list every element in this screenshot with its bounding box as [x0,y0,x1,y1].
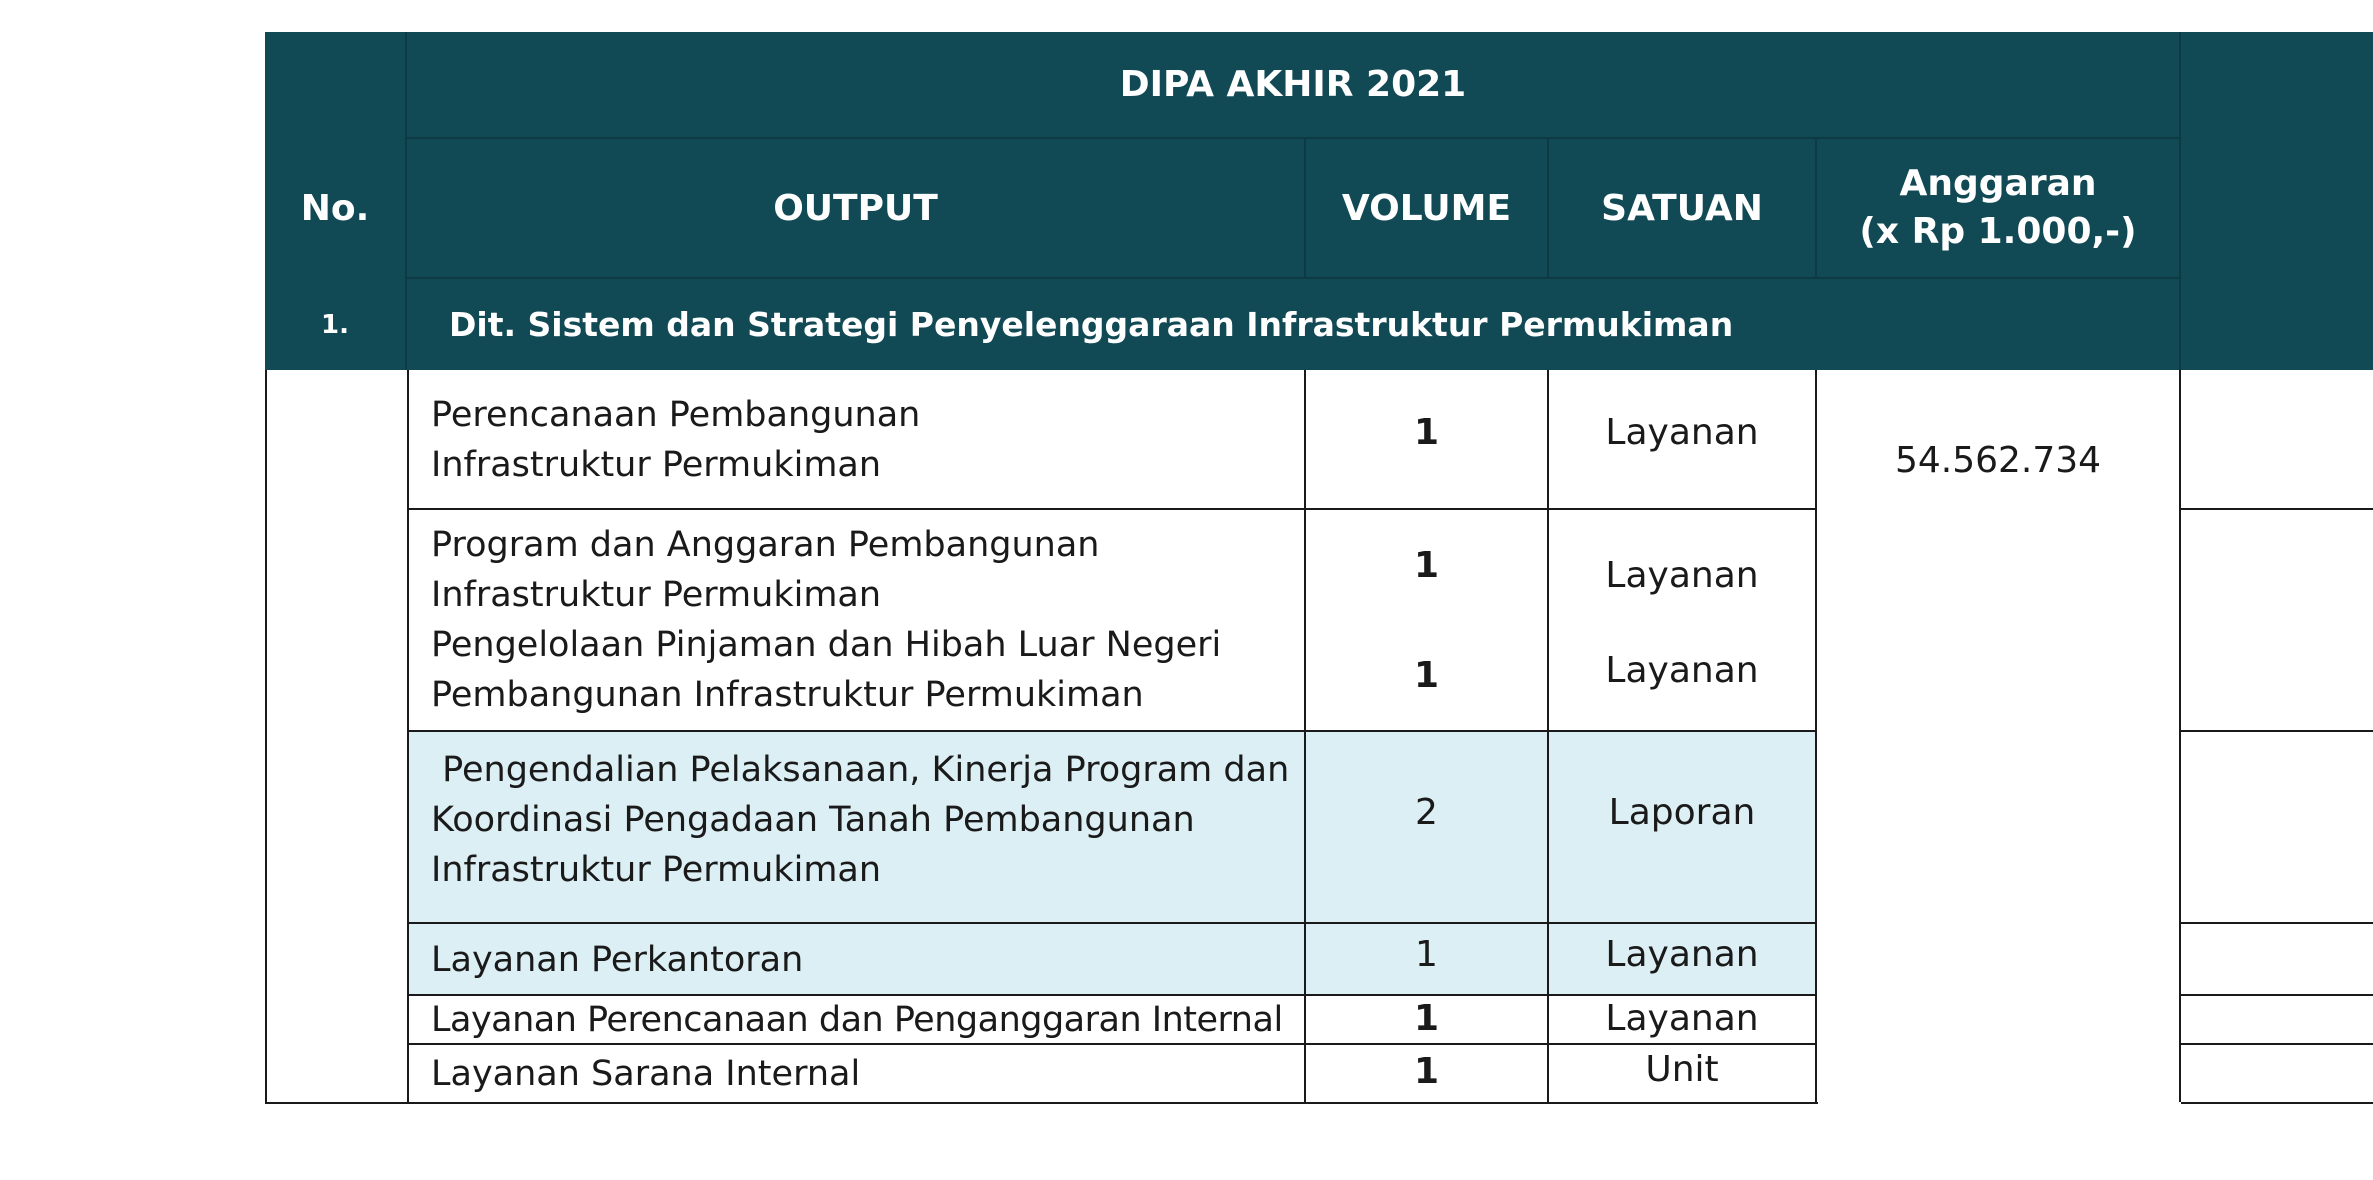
row-1-satuan: Layanan [1605,411,1759,453]
row-4-volume: 2 [1415,791,1438,833]
row-3-output-line1: Pengelolaan Pinjaman dan Hibah Luar Negeri [431,625,1222,665]
row-2-output-line1: Program dan Anggaran Pembangunan [431,525,1100,565]
row-4-output-line2: Koordinasi Pengadaan Tanah Pembangunan [431,800,1195,840]
row-line-1 [409,508,1817,510]
extra-col-line-2 [2181,730,2373,732]
row-1-volume: 1 [1413,411,1440,453]
row-7-output: Layanan Sarana Internal [431,1053,861,1094]
row-6-satuan: Layanan [1605,997,1759,1039]
body-bottom-border [265,1102,1818,1104]
row-5-output: Layanan Perkantoran [431,940,804,980]
header-anggaran-line1: Anggaran [1899,163,2097,204]
row-4-output-line3: Infrastruktur Permukiman [431,850,882,890]
row-5-satuan: Layanan [1605,933,1759,975]
header-divider-anggaran-right [2179,32,2181,370]
row-4-output [411,740,1321,900]
anggaran-total: 54.562.734 [1894,439,2102,481]
extra-col-line-4 [2181,994,2373,996]
row-4-output-line1: Pengendalian Pelaksanaan, Kinerja Program dan [431,750,1290,790]
row-7-volume: 1 [1413,1050,1440,1092]
row-5-volume: 1 [1415,933,1438,975]
section-title: Dit. Sistem dan Strategi Penyelenggaraan Infrastruktur Permukiman [449,305,1734,344]
extra-col-line-1 [2181,508,2373,510]
row-6-output: Layanan Perencanaan dan Penganggaran Internal [431,999,1283,1040]
extra-col-line-3 [2181,922,2373,924]
section-number: 1. [321,309,349,340]
header-anggaran [1817,139,2179,277]
extra-col-line-6 [2181,1102,2373,1104]
row-6-volume: 1 [1413,997,1440,1039]
body-divider-anggaran [2179,370,2181,1102]
header-no: No. [300,187,370,229]
row-3-output-line2: Pembangunan Infrastruktur Permukiman [431,675,1144,715]
row-7-satuan: Unit [1645,1048,1719,1090]
header-satuan: SATUAN [1601,187,1763,229]
row-3-satuan: Layanan [1605,649,1759,691]
extra-col-line-5 [2181,1043,2373,1045]
body-left-border [265,370,267,1104]
row-2-output [411,520,1321,620]
row-1-output [411,372,1321,508]
row-1-output-line1: Perencanaan Pembangunan [431,395,921,435]
row-2-volume: 1 [1413,544,1440,586]
row-4-satuan: Laporan [1608,791,1756,833]
header-volume: VOLUME [1341,187,1512,229]
row-1-output-line2: Infrastruktur Permukiman [431,445,882,485]
header-output: OUTPUT [773,187,938,229]
body-divider-no [407,370,409,1102]
row-3-volume: 1 [1413,654,1440,696]
row-2-output-line2: Infrastruktur Permukiman [431,575,882,615]
header-group-title: DIPA AKHIR 2021 [1119,64,1467,105]
header-anggaran-line2: (x Rp 1.000,-) [1859,211,2137,252]
row-3-output [411,620,1321,720]
row-2-satuan: Layanan [1605,554,1759,596]
